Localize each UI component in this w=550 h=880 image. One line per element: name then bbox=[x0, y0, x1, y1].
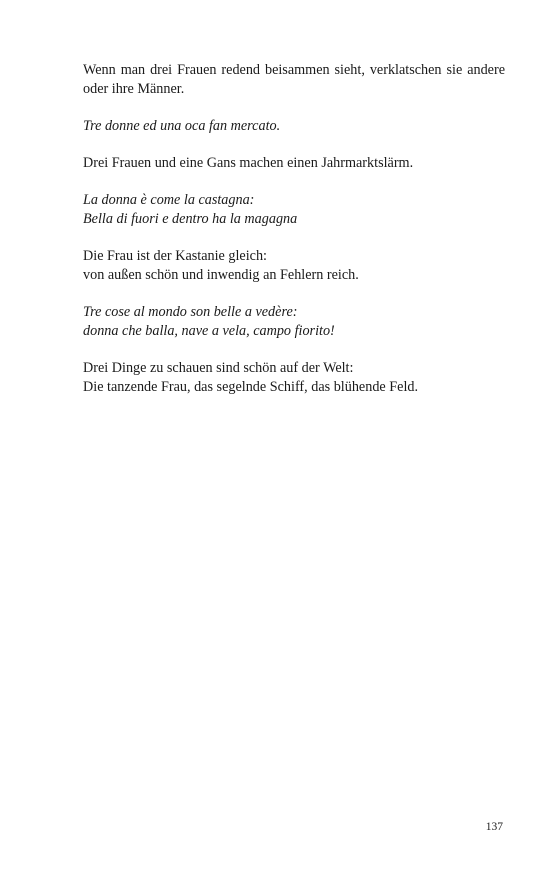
text-line: Die tanzende Frau, das segelnde Schiff, das blühende Feld. bbox=[83, 379, 419, 395]
text-line: Die Frau ist der Kastanie gleich: bbox=[83, 248, 267, 264]
text-line: Wenn man drei Frauen redend beisammen sieht, verklatschen sie andere oder ihre Männer. bbox=[83, 62, 505, 97]
page-body bbox=[83, 61, 505, 415]
text-line: Bella di fuori e dentro ha la magagna bbox=[83, 211, 298, 227]
paragraph-italian-chestnut bbox=[83, 191, 505, 229]
paragraph-italian-three-things bbox=[83, 303, 505, 341]
text-line: Drei Dinge zu schauen sind schön auf der Welt: bbox=[83, 360, 354, 376]
text-line: Tre donne ed una oca fan mercato. bbox=[83, 118, 281, 134]
text-line: La donna è come la castagna: bbox=[83, 192, 255, 208]
paragraph-german-three-things bbox=[83, 359, 505, 397]
page-number: 137 bbox=[485, 821, 503, 833]
paragraph-german-market-noise bbox=[83, 154, 505, 173]
text-line: donna che balla, nave a vela, campo fiorito! bbox=[83, 323, 335, 339]
text-line: Drei Frauen und eine Gans machen einen Jahrmarktslärm. bbox=[83, 155, 414, 171]
paragraph-german-chestnut bbox=[83, 247, 505, 285]
paragraph-italian-three-women bbox=[83, 117, 505, 136]
text-line: Tre cose al mondo son belle a vedère: bbox=[83, 304, 298, 320]
text-line: von außen schön und inwendig an Fehlern reich. bbox=[83, 267, 359, 283]
paragraph-german-three-women bbox=[83, 61, 505, 99]
